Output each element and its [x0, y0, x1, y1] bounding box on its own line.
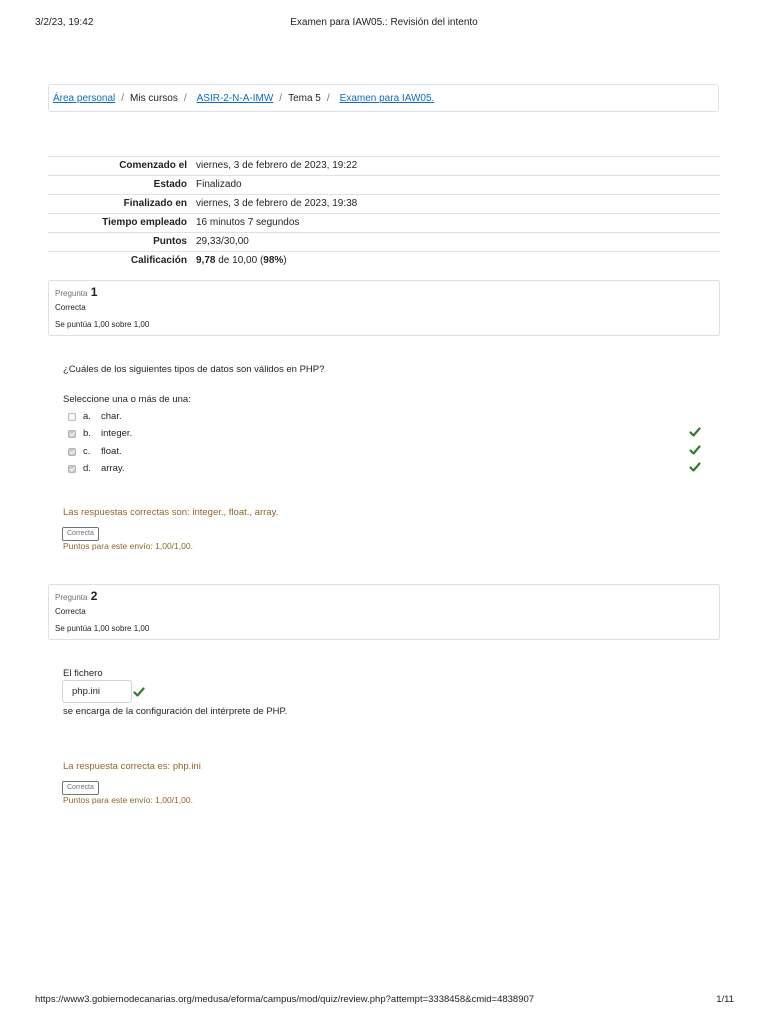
summary-label: Finalizado en [123, 198, 187, 209]
grade-value: 9,78 [196, 255, 216, 266]
answer-text: array. [101, 463, 125, 474]
question-2-text-before: El fichero [63, 668, 103, 679]
summary-value: viernes, 3 de febrero de 2023, 19:22 [196, 160, 358, 171]
summary-label: Tiempo empleado [102, 217, 187, 228]
grade-max: de 10,00 ( [215, 255, 264, 266]
summary-label: Estado [153, 179, 187, 190]
breadcrumb-separator: / [121, 92, 125, 104]
summary-value: 16 minutos 7 segundos [196, 217, 300, 228]
summary-value: viernes, 3 de febrero de 2023, 19:38 [196, 198, 358, 209]
question-number [55, 285, 97, 299]
question-number [55, 589, 97, 603]
breadcrumb-mis-cursos: Mis cursos [130, 92, 178, 104]
question-number-value: 2 [90, 589, 98, 603]
question-1-points: Puntos para este envío: 1,00/1,00. [63, 541, 193, 551]
summary-row [48, 176, 720, 195]
question-grade: Se puntúa 1,00 sobre 1,00 [55, 624, 150, 633]
breadcrumb-quiz[interactable]: Examen para IAW05. [339, 92, 435, 104]
answer-checkbox[interactable] [68, 465, 76, 473]
summary-row [48, 195, 720, 214]
print-url: https://www3.gobiernodecanarias.org/medusa/eforma/campus/mod/quiz/review.php?attempt=3338458&cmid=4838907 [35, 994, 535, 1005]
grade-close: ) [283, 255, 287, 266]
question-1-info [48, 280, 720, 336]
correct-check-icon [133, 686, 145, 698]
summary-value [192, 252, 720, 271]
breadcrumb-separator: / [279, 92, 283, 104]
summary-label: Comenzado el [119, 160, 187, 171]
answer-text: float. [101, 446, 122, 457]
answer-letter: d. [83, 463, 91, 474]
correct-check-icon [689, 426, 701, 438]
question-2-correct-answer: La respuesta correcta es: php.ini [63, 761, 201, 772]
print-title: Examen para IAW05.: Revisión del intento [290, 17, 478, 28]
answer-option-b[interactable] [68, 428, 708, 442]
question-prefix: Pregunta [55, 289, 88, 298]
summary-row [48, 157, 720, 176]
summary-value: Finalizado [196, 179, 242, 190]
summary-value: 29,33/30,00 [196, 236, 249, 247]
summary-row [48, 252, 720, 271]
answer-checkbox[interactable] [68, 413, 76, 421]
breadcrumb-separator: / [326, 92, 330, 104]
summary-label: Puntos [153, 236, 187, 247]
summary-row [48, 233, 720, 252]
answer-letter: a. [83, 411, 91, 422]
correct-check-icon [689, 444, 701, 456]
print-page-number: 1/11 [716, 994, 734, 1005]
answer-option-c[interactable] [68, 446, 708, 460]
correct-badge: Correcta [62, 781, 99, 795]
breadcrumb-area-personal[interactable]: Área personal [53, 92, 116, 104]
answer-checkbox[interactable] [68, 448, 76, 456]
answer-option-a[interactable] [68, 411, 708, 425]
question-1-correct-answer: Las respuestas correctas son: integer., float., array. [63, 507, 279, 518]
question-2-text-after: se encarga de la configuración del intérprete de PHP. [63, 706, 288, 717]
answer-letter: b. [83, 428, 91, 439]
breadcrumb [48, 84, 719, 112]
answer-letter: c. [83, 446, 91, 457]
correct-badge: Correcta [62, 527, 99, 541]
question-grade: Se puntúa 1,00 sobre 1,00 [55, 320, 150, 329]
print-header [0, 17, 768, 31]
question-number-value: 1 [90, 285, 98, 299]
answer-text: char. [101, 411, 122, 422]
breadcrumb-tema: Tema 5 [288, 92, 321, 104]
question-1-prompt: Seleccione una o más de una: [63, 394, 191, 405]
breadcrumb-course[interactable]: ASIR-2-N-A-IMW [196, 92, 274, 104]
question-2-points: Puntos para este envío: 1,00/1,00. [63, 795, 193, 805]
summary-row [48, 214, 720, 233]
summary-label: Calificación [130, 255, 187, 266]
breadcrumb-separator: / [183, 92, 187, 104]
question-prefix: Pregunta [55, 593, 88, 602]
answer-text: integer. [101, 428, 133, 439]
question-state: Correcta [55, 303, 86, 312]
question-1-text: ¿Cuáles de los siguientes tipos de datos son válidos en PHP? [63, 364, 325, 375]
question-2-info [48, 584, 720, 640]
answer-checkbox[interactable] [68, 430, 76, 438]
grade-percent: 98% [263, 255, 284, 266]
attempt-summary-table [48, 156, 720, 270]
correct-check-icon [689, 461, 701, 473]
print-datetime: 3/2/23, 19:42 [35, 17, 94, 28]
answer-input[interactable]: php.ini [62, 680, 132, 703]
question-state: Correcta [55, 607, 86, 616]
print-footer [0, 994, 768, 1008]
answer-option-d[interactable] [68, 463, 708, 477]
